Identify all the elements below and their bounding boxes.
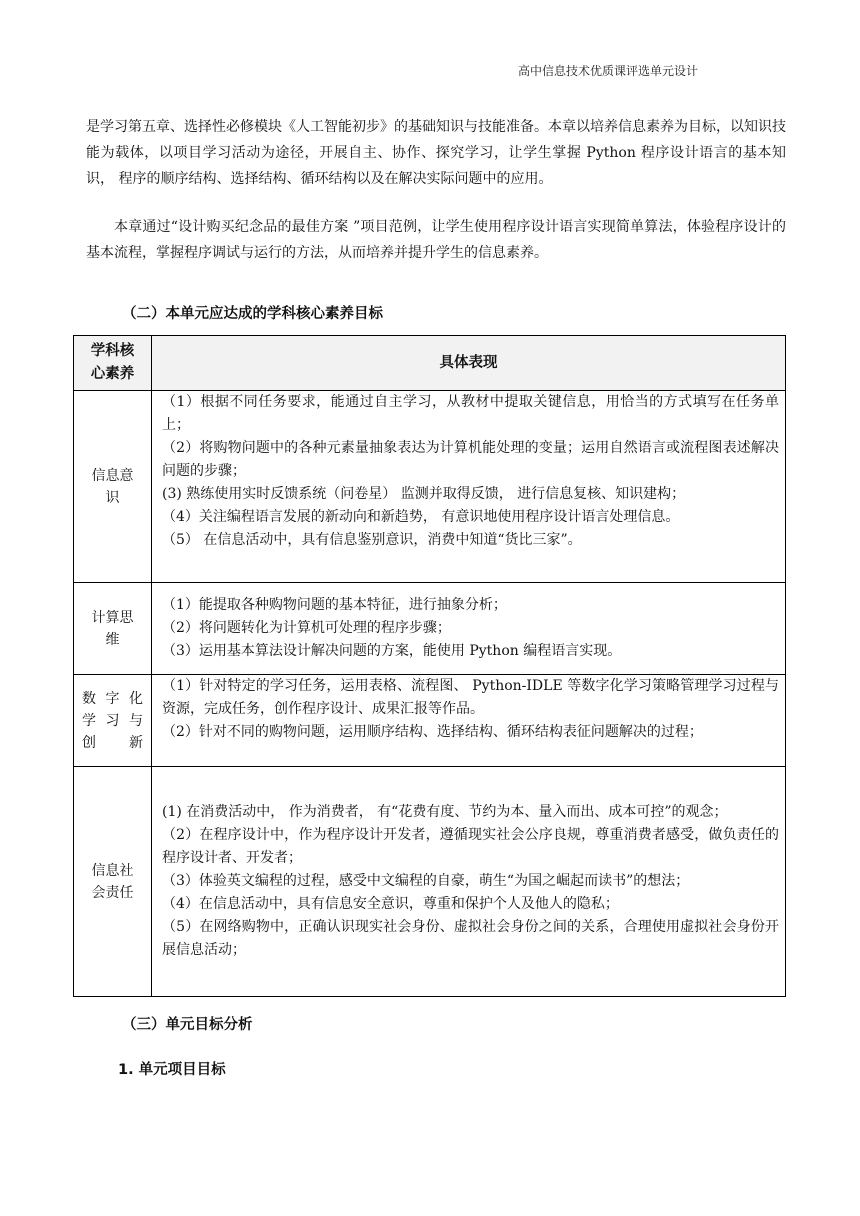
list-item: （2）将问题转化为计算机可处理的程序步骤；: [162, 620, 451, 636]
subsection-heading-project-goals: 1. 单元项目目标: [118, 1062, 226, 1078]
list-item: （5） 在信息活动中，具有信息鉴别意识，消费中知道“货比三家”。: [162, 532, 582, 548]
category-cell: 计算思 维: [74, 583, 152, 675]
list-item: （1）根据不同任务要求，能通过自主学习，从教材中提取关键信息，用恰当的方式填写在任务单上；: [162, 394, 779, 433]
list-item: (3) 熟练使用实时反馈系统（问卷星） 监测并取得反馈， 进行信息复核、知识建构；: [162, 486, 686, 502]
category-cell: 信息意 识: [74, 391, 152, 583]
table-header-row: [74, 336, 786, 391]
intro-paragraph-1: 是学习第五章、选择性必修模块《人工智能初步》的基础知识与技能准备。本章以培养信息素养为目标，以知识技能为载体，以项目学习活动为途径，开展自主、协作、探究学习，让学生掌握 Python 程序设计语言的基本知识， 程序的顺序结构、选择结构、循环结构以及在解决实际问题中的应用。: [86, 119, 786, 187]
description-cell: [152, 583, 786, 675]
list-item: (1) 在消费活动中， 作为消费者， 有“花费有度、节约为本、量入而出、成本可控”的观念；: [162, 804, 728, 820]
description-cell: [152, 767, 786, 997]
list-item: （1）能提取各种购物问题的基本特征，进行抽象分析；: [162, 597, 507, 613]
list-item: （4）关注编程语言发展的新动向和新趋势， 有意识地使用程序设计语言处理信息。: [162, 509, 680, 525]
table-row: [74, 675, 786, 767]
category-cell: 信息社 会责任: [74, 767, 152, 997]
core-literacy-table: [73, 335, 786, 997]
header-cell-performance: 具体表现: [152, 336, 786, 391]
list-item: （1）针对特定的学习任务，运用表格、流程图、 Python-IDLE 等数字化学习策略管理学习过程与资源，完成任务，创作程序设计、成果汇报等作品。: [162, 678, 779, 717]
table-row: [74, 767, 786, 997]
list-item: （4）在信息活动中，具有信息安全意识，尊重和保护个人及他人的隐私；: [162, 896, 619, 912]
list-item: （5）在网络购物中，正确认识现实社会身份、虚拟社会身份之间的关系，合理使用虚拟社会身份开展信息活动；: [162, 919, 779, 958]
list-item: （3）运用基本算法设计解决问题的方案，能使用 Python 编程语言实现。: [162, 643, 622, 659]
list-item: （2）针对不同的购物问题，运用顺序结构、选择结构、循环结构表征问题解决的过程；: [162, 724, 703, 740]
description-cell: [152, 675, 786, 767]
section-heading-goal-analysis: （三）单元目标分析: [122, 1017, 253, 1033]
running-header: 高中信息技术优质课评选单元设计: [517, 64, 698, 78]
table-row: [74, 583, 786, 675]
intro-paragraph-2: 本章通过“设计购买纪念品的最佳方案 ”项目范例，让学生使用程序设计语言实现简单算法，体验程序设计的基本流程，掌握程序调试与运行的方法，从而培养并提升学生的信息素养。: [86, 219, 786, 261]
list-item: （2）在程序设计中，作为程序设计开发者，遵循现实社会公序良规，尊重消费者感受，做负责任的程序设计者、开发者；: [162, 827, 779, 866]
description-cell: [152, 391, 786, 583]
list-item: （2）将购物问题中的各种元素量抽象表达为计算机能处理的变量；运用自然语言或流程图表述解决问题的步骤；: [162, 440, 779, 479]
section-heading-core-literacy: （二）本单元应达成的学科核心素养目标: [122, 306, 383, 322]
table-row: [74, 391, 786, 583]
category-cell: 数 字 化 学 习 与 创新: [74, 675, 152, 767]
header-cell-literacy: 学科核 心素养: [74, 336, 152, 391]
list-item: （3）体验英文编程的过程，感受中文编程的自豪，萌生“为国之崛起而读书”的想法；: [162, 873, 690, 889]
